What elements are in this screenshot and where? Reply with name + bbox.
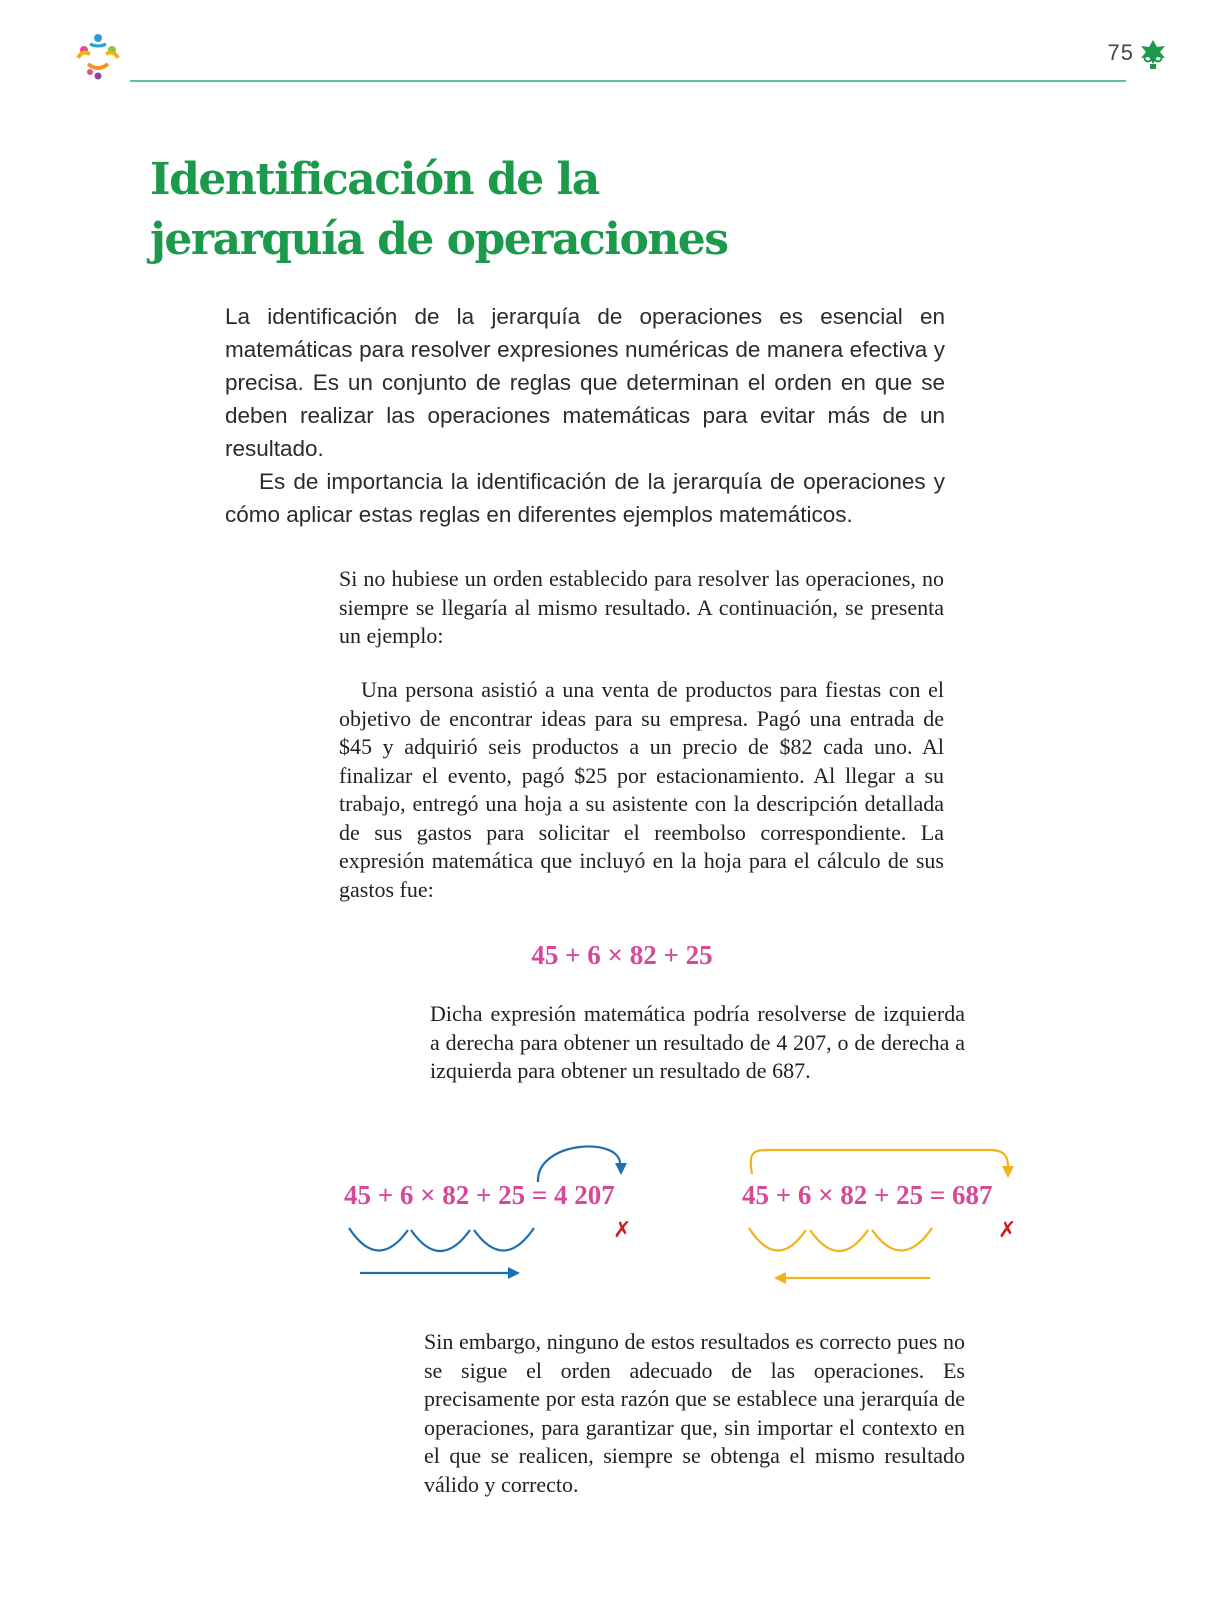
header-rule: [130, 80, 1126, 82]
blue-arc-2: [411, 1230, 470, 1251]
body-paragraph-3-text: Dicha expresión matemática podría resolverse de izquierda a derecha para obtener un resultado de 4 207, o de derecha a izquierda para obtener un resultado de 687.: [430, 1001, 965, 1083]
intro-paragraph-1: La identificación de la jerarquía de operaciones es esencial en matemáticas para resolver expresiones numéricas de manera efectiva y precisa. Es un conjunto de reglas que determinan el orden en que se deben realizar las operaciones matemáticas para evitar más de un resultado.: [225, 304, 945, 461]
body-paragraph-2-text: Una persona asistió a una venta de productos para fiestas con el objetivo de encontrar ideas para su empresa. Pagó una entrada de $45 y adquirió seis productos a un precio de $82 cada uno. Al finalizar el evento, pagó $25 por estacionamiento. Al llegar a su trabajo, entregó una hoja a su asistente con la descripción detallada de sus gastos para solicitar el reembolso correspondiente. La expresión matemática que incluyó en la hoja para el cálculo de sus gastos fue:: [339, 677, 944, 902]
yellow-arc-3: [872, 1228, 932, 1251]
incorrect-mark-left: ✗: [613, 1218, 632, 1243]
yellow-arc-1: [749, 1228, 806, 1251]
yellow-top-arrowhead: [1002, 1166, 1014, 1178]
colorful-figures-logo-icon: [70, 28, 126, 84]
right-to-left-expression: 45 + 6 × 82 + 25 = 687: [742, 1180, 993, 1210]
body-paragraph-1: [339, 565, 944, 651]
yellow-top-line: [751, 1150, 1008, 1174]
body-paragraph-1-text: Si no hubiese un orden establecido para resolver las operaciones, no siempre se llegaría al mismo resultado. A continuación, se presenta un ejemplo:: [339, 566, 944, 648]
title-line-1: Identificación de la: [150, 154, 599, 205]
incorrect-mark-right: ✗: [998, 1218, 1017, 1243]
intro-text: [225, 300, 945, 531]
body-paragraph-4: [424, 1328, 965, 1499]
yellow-direction-arrowhead: [774, 1272, 786, 1284]
left-to-right-expression: 45 + 6 × 82 + 25 = 4 207: [344, 1180, 615, 1210]
main-expression: 45 + 6 × 82 + 25: [531, 940, 713, 970]
right-to-left-arrows: [749, 1150, 1008, 1278]
blue-arc-3: [474, 1228, 534, 1251]
blue-arc-1: [349, 1228, 408, 1251]
yellow-arc-2: [810, 1230, 868, 1251]
body-paragraph-2: [339, 676, 944, 904]
intro-paragraph-2: Es de importancia la identificación de la jerarquía de operaciones y cómo aplicar estas reglas en diferentes ejemplos matemáticos.: [225, 469, 945, 527]
body-paragraph-3: [430, 1000, 965, 1086]
page-number: 75: [1107, 40, 1134, 65]
blue-top-arrowhead: [615, 1163, 627, 1175]
page-title: [150, 150, 850, 270]
title-line-2: jerarquía de operaciones: [150, 214, 728, 265]
blue-direction-arrowhead: [508, 1267, 520, 1279]
blue-top-arc: [538, 1146, 620, 1182]
body-paragraph-4-text: Sin embargo, ninguno de estos resultados es correcto pues no se sigue el orden adecuado de las operaciones. Es precisamente por esta razón que se establece una jerarquía de operaciones, para garantizar que, sin importar el contexto en el que se realicen, siempre se obtenga el mismo resultado válido y correcto.: [424, 1329, 965, 1497]
green-emblem-icon: [1138, 38, 1168, 70]
